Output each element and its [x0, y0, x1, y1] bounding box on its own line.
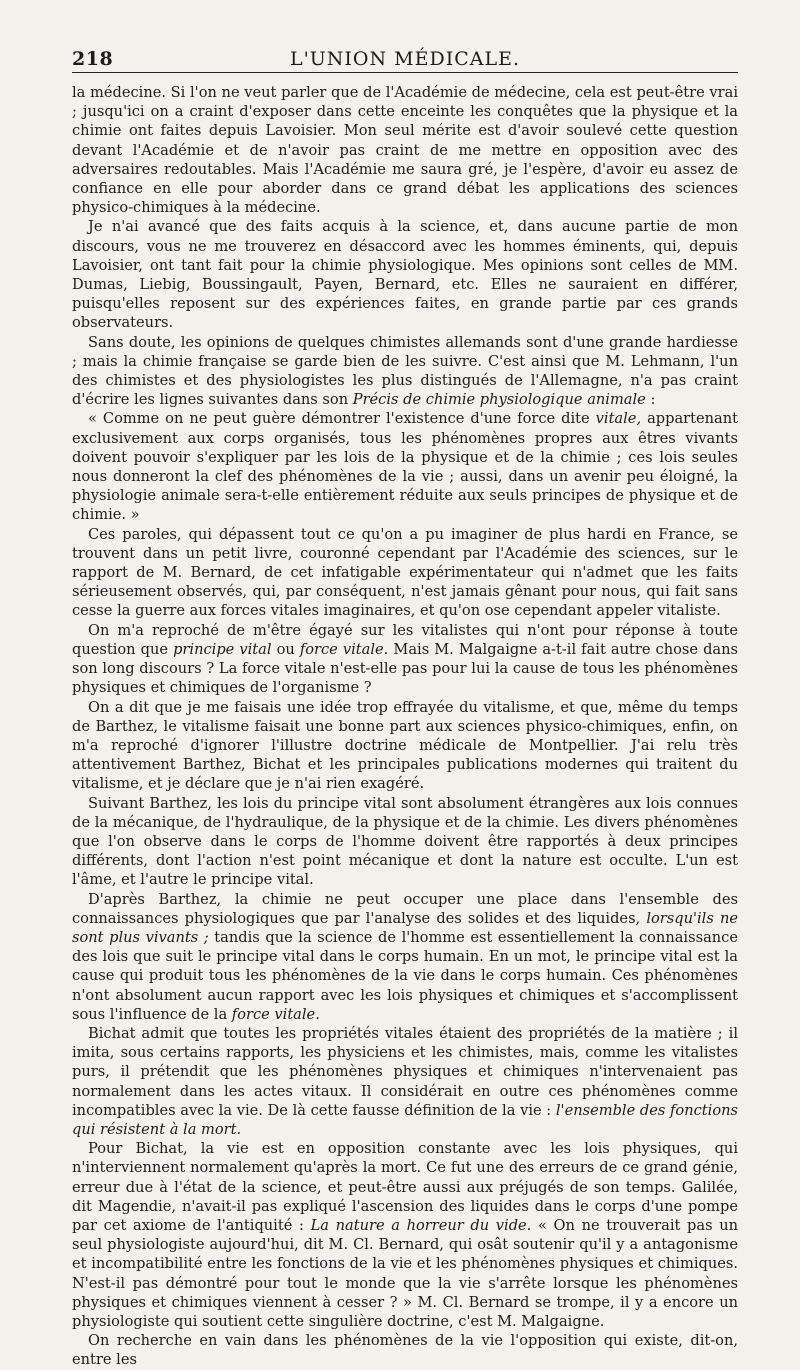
- italic-text: l'ensemble des fonctions qui résistent à la mort.: [72, 1101, 738, 1138]
- text-run: ou: [271, 640, 300, 658]
- text-run: Sans doute, les opinions de quelques chimistes allemands sont d'une grande hardiesse ; mais la chimie française se garde bien de les suivre. C'est ainsi que M. Lehmann, l'un des chimistes et des physiologistes les plus distingués de l'Allemagne, n'a pas craint d'écrire les lignes suivantes dans son: [72, 333, 738, 409]
- text-run: Mais M. Malgaigne a-t-il fait autre chose dans son long discours ? La force vitale n'est-elle pas pour lui la cause de tous les phénomènes physiques et chimiques de l'organisme ?: [72, 640, 738, 697]
- body-text: [72, 83, 738, 1370]
- italic-text: vitale,: [595, 410, 642, 428]
- paragraph: [72, 1331, 738, 1369]
- paragraph: [72, 83, 738, 217]
- paragraph: [72, 890, 738, 1024]
- text-run: Ces paroles, qui dépassent tout ce qu'on a pu imaginer de plus hardi en France, se trouvent dans un petit livre, couronné cependant par l'Académie des sciences, sur le rapport de M. Bernard, de cet infatigable expérimentateur qui n'admet que les faits sérieusement observés, qui, par conséquent, n'est jamais gênant pour nous, qui fait sans cesse la guerre aux forces vitales imaginaires, et qu'on ose cependant appeler vitaliste.: [72, 525, 738, 620]
- italic-text: force vitale.: [231, 1005, 320, 1023]
- text-run: Bichat admit que toutes les propriétés vitales étaient des propriétés de la matière ; il imita, sous certains rapports, les physiciens et les chimistes, mais, comme les vitalistes purs, il prétendit que les phénomènes physiques et chimiques n'intervenaient pas normalement dans les actes vitaux. Il considérait en outre ces phénomènes comme incompatibles avec la vie. De là cette fausse définition de la vie :: [72, 1024, 738, 1119]
- text-run: « Comme on ne peut guère démontrer l'existence d'une force dite: [88, 410, 596, 428]
- paragraph: [72, 409, 738, 524]
- text-run: appartenant exclusivement aux corps organisés, tous les phénomènes propres aux êtres vivants doivent pouvoir s'expliquer par les lois de la physique et de la chimie ; ces lois seules nous donneront la clef des phénomènes de la vie ; aussi, dans un avenir peu éloigné, la physiologie animale sera-t-elle entièrement réduite aux seuls principes de physique et de chimie. »: [72, 410, 738, 524]
- paragraph: [72, 217, 738, 332]
- paragraph: [72, 333, 738, 410]
- text-run: D'après Barthez, la chimie ne peut occuper une place dans l'ensemble des connaissances physiologiques que par l'analyse des solides et des liquides,: [72, 890, 738, 927]
- paragraph: [72, 794, 738, 890]
- text-run: On a dit que je me faisais une idée trop effrayée du vitalisme, et que, même du temps de Barthez, le vitalisme faisait une bonne part aux sciences physico-chimiques, enfin, on m'a reproché d'ignorer l'illustre doctrine médicale de Montpellier. J'ai relu très attentivement Barthez, Bichat et les principales publications modernes qui traitent du vitalisme, et je déclare que je n'ai rien exagéré.: [72, 698, 738, 793]
- page-number: 218: [72, 48, 114, 70]
- paragraph: [72, 621, 738, 698]
- italic-text: Précis de chimie physiologique animale: [352, 391, 646, 409]
- italic-text: force vitale.: [299, 640, 389, 658]
- text-run: tandis que la science de l'homme est essentiellement la connaissance des lois que suit le principe vital dans le corps humain. En un mot, le principe vital est la cause qui produit tous les phénomènes de la vie dans le corps humain. Ces phénomènes n'ont absolument aucun rapport avec les lois physiques et chimiques et s'accomplissent sous l'influence de la: [72, 928, 738, 1023]
- italic-text: La nature a horreur du vide.: [310, 1216, 532, 1234]
- text-run: On m'a reproché de m'être égayé sur les vitalistes qui n'ont pour réponse à toute question que: [72, 621, 738, 658]
- paragraph: [72, 1024, 738, 1139]
- text-run: Pour Bichat, la vie est en opposition constante avec les lois physiques, qui n'interviennent normalement qu'après la mort. Ce fut une des erreurs de ce grand génie, erreur due à l'état de la science, et peut-être aussi aux préjugés de son temps. Galilée, dit Magendie, n'avait-il pas expliqué l'ascension des liquides dans le corps d'une pompe par cet axiome de l'antiquité :: [72, 1140, 738, 1234]
- text-run: la médecine. Si l'on ne veut parler que de l'Académie de médecine, cela est peut-être vrai ; jusqu'ici on a craint d'exposer dans cette enceinte les conquêtes que la physique et la chimie ont faites depuis Lavoisier. Mon seul mérite est d'avoir soulevé cette question devant l'Académie et de n'avoir pas craint de me mettre en opposition avec des adversaires redoutables. Mais l'Académie me saura gré, je l'espère, d'avoir eu assez de confiance en elle pour aborder dans ce grand débat les applications des sciences physico-chimiques à la médecine.: [72, 84, 738, 217]
- italic-text: lorsqu'ils ne sont plus vivants ;: [72, 909, 739, 946]
- text-run: « On ne trouverait pas un seul physiologiste aujourd'hui, dit M. Cl. Bernard, qui osât soutenir qu'il y a antagonisme et incompatibilité entre les fonctions de la vie et les phénomènes physiques et chimiques. N'est-il pas démontré pour tout le monde que la vie s'arrête lorsque les phénomènes physiques et chimiques viennent à cesser ? » M. Cl. Bernard se trompe, il y a encore un physiologiste qui soutient cette singulière doctrine, c'est M. Malgaigne.: [72, 1216, 739, 1330]
- italic-text: principe vital: [173, 640, 272, 658]
- text-run: On recherche en vain dans les phénomènes de la vie l'opposition qui existe, dit-on, entre les: [72, 1332, 738, 1369]
- text-run: Suivant Barthez, les lois du principe vital sont absolument étrangères aux lois connues de la mécanique, de l'hydraulique, de la physique et de la chimie. Les divers phénomènes que l'on observe dans le corps de l'homme doivent être rapportés à deux principes différents, dont l'action n'est point mécanique et dont la nature est occulte. L'un est l'âme, et l'autre le principe vital.: [72, 794, 738, 889]
- paragraph: [72, 1139, 738, 1331]
- paragraph: [72, 525, 738, 621]
- page-header: [72, 46, 738, 73]
- text-run: :: [645, 391, 656, 409]
- paragraph: [72, 698, 738, 794]
- text-run: Je n'ai avancé que des faits acquis à la science, et, dans aucune partie de mon discours, vous ne me trouverez en désaccord avec les hommes éminents, qui, depuis Lavoisier, ont tant fait pour la chimie physiologique. Mes opinions sont celles de MM. Dumas, Liebig, Boussingault, Payen, Bernard, etc. Elles ne sauraient en différer, puisqu'elles reposent sur des expériences faites, en grande partie par ces grands observateurs.: [72, 218, 738, 332]
- running-title: L'UNION MÉDICALE.: [289, 48, 521, 70]
